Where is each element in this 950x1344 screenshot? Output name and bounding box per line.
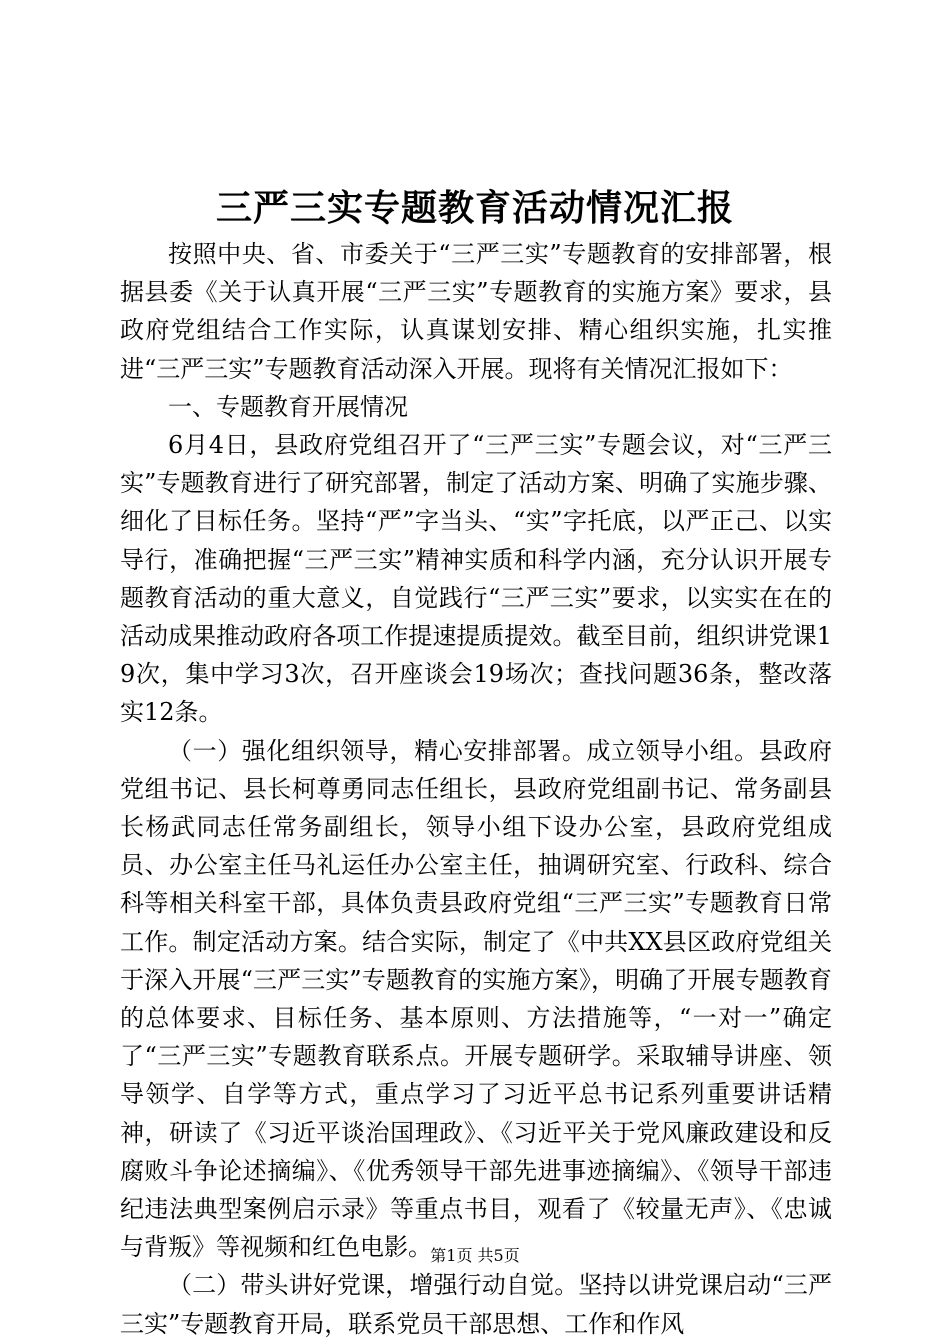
body-paragraph: （一）强化组织领导，精心安排部署。成立领导小组。县政府党组书记、县长柯尊勇同志任组长，县政府党组副书记、常务副县长杨武同志任常务副组长，领导小组下设办公室，县政府党组成员、办公室主任马礼运任办公室主任，抽调研究室、行政科、综合科等相关科室干部，具体负责县政府党组“三严三实”专题教育日常工作。制定活动方案。结合实际，制定了《中共XX县区政府党组关于深入开展“三严三实”专题教育的实施方案》，明确了开展专题教育的总体要求、目标任务、基本原则、方法措施等，“一对一”确定了“三严三实”专题教育联系点。开展专题研学。采取辅导讲座、领导领学、自学等方式，重点学习了习近平总书记系列重要讲话精神，研读了《习近平谈治国理政》、《习近平关于党风廉政建设和反腐败斗争论述摘编》、《优秀领导干部先进事迹摘编》、《领导干部违纪违法典型案例启示录》等重点书目，观看了《较量无声》、《忠诚与背叛》等视频和红色电影。 xyxy=(120,736,832,1262)
body-paragraph: （二）带头讲好党课，增强行动自觉。坚持以讲党课启动“三严三实”专题教育开局，联系党员干部思想、工作和作风 xyxy=(120,1271,832,1338)
section-heading: 一、专题教育开展情况 xyxy=(168,392,408,421)
intro-paragraph: 按照中央、省、市委关于“三严三实”专题教育的安排部署，根据县委《关于认真开展“三严三实”专题教育的实施方案》要求，县政府党组结合工作实际，认真谋划安排、精心组织实施，扎实推进“三严三实”专题教育活动深入开展。现将有关情况汇报如下： xyxy=(120,240,832,383)
body-paragraph: 6月4日，县政府党组召开了“三严三实”专题会议，对“三严三实”专题教育进行了研究部署，制定了活动方案、明确了实施步骤、细化了目标任务。坚持“严”字当头、“实”字托底，以严正己、以实导行，准确把握“三严三实”精神实质和科学内涵，充分认识开展专题教育活动的重大意义，自觉践行“三严三实”要求，以实实在在的活动成果推动政府各项工作提速提质提效。截至目前，组织讲党课19次，集中学习3次，召开座谈会19场次；查找问题36条，整改落实12条。 xyxy=(120,431,832,727)
document-title: 三严三实专题教育活动情况汇报 xyxy=(215,187,734,229)
page-number-footer: 第1页 共5页 xyxy=(430,1246,520,1265)
document-body xyxy=(120,235,832,1343)
